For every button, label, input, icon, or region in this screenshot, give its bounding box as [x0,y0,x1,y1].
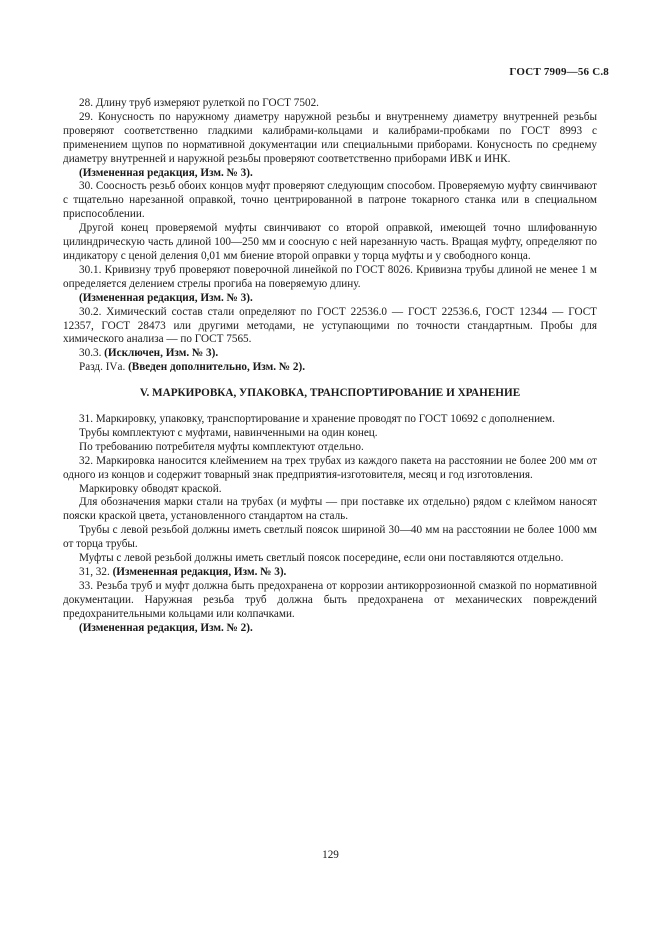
paragraph-28: 28. Длину труб измеряют рулеткой по ГОСТ 7502. [79,97,319,109]
amendment-note: (Исключен, Изм. № 3). [104,347,219,360]
paragraph-30: 30. Соосность резьб обоих концов муфт проверяют следующим способом. Проверяемую муфту свинчивают с тщательно нарезанной оправкой, точно центрированной в патроне токарного станка или в специальном приспособлении. [63,180,597,221]
clause-number: 31, 32. [79,566,113,578]
paragraph-31-cont: По требованию потребителя муфты комплектуют отдельно. [79,440,364,453]
paragraph-31: 31. Маркировку, упаковку, транспортирование и хранение проводят по ГОСТ 10692 с дополнением. [79,413,555,426]
section-4a-note [63,361,597,375]
paragraph-30-3 [63,347,597,361]
paragraph-30-2: 30.2. Химический состав стали определяют по ГОСТ 22536.0 — ГОСТ 22536.6, ГОСТ 12344 — ГОСТ 12357, ГОСТ 28473 или другими методами, не уступающими по точности стандартным. Пробы для химического анализа — по ГОСТ 7565. [63,305,597,346]
amendment-note: (Измененная редакция, Изм. № 3). [79,291,253,304]
paragraph-32-cont: Трубы с левой резьбой должны иметь светлый поясок шириной 30—40 мм на расстоянии не более 1000 мм от торца трубы. [63,524,597,551]
clause-number: 30.3. [79,347,105,360]
page-number: 129 [322,849,339,861]
paragraph-31-cont: Трубы комплектуют с муфтами, навинченными на один конец. [79,426,378,439]
page-header: ГОСТ 7909—56 С.8 [509,66,609,78]
section-title: V. МАРКИРОВКА, УПАКОВКА, ТРАНСПОРТИРОВАНИЕ И ХРАНЕНИЕ [139,387,521,400]
clause-number: Разд. IVа. [79,361,129,374]
paragraph-32-cont: Муфты с левой резьбой должны иметь светлый поясок посередине, если они поставляются отдельно. [79,552,564,565]
paragraph-32: 32. Маркировка наносится клеймением на трех трубах из каждого пакета на расстоянии не более 200 мм от одного из концов и содержит товарный знак предприятия-изготовителя, месяц и год изготовления. [63,454,597,481]
amendment-line [63,566,597,580]
paragraph-33: 33. Резьба труб и муфт должна быть предохранена от коррозии антикоррозионной смазкой по нормативной документации. Наружная резьба труб должна быть предохранена от механических повреждений предохранительными кольцами или колпачками. [63,579,597,620]
paragraph-29: 29. Конусность по наружному диаметру наружной резьбы и внутреннему диаметру внутренней резьбы проверяют соответственно гладкими калибрами-кольцами и калибрами-пробками по ГОСТ 8993 с применением щупов по нормативной документации или специальными приборами. Конусность по среднему диаметру внутренней и наружной резьбы проверяют соответственно приборами ИВК и ИНК. [63,110,597,165]
paragraph-32-cont: Для обозначения марки стали на трубах (и муфты — при поставке их отдельно) рядом с клеймом наносят пояски краской цвета, установленного стандартом на сталь. [63,496,597,523]
paragraph-30-cont: Другой конец проверяемой муфты свинчивают со второй оправкой, имеющей точно шлифованную цилиндрическую часть длиной 100—250 мм и соосную с ней нарезанную часть. Вращая муфту, определяют по индикатору с ценой деления 0,01 мм биение второй оправки у торца муфты и у свободного конца. [63,222,597,262]
amendment-note: (Измененная редакция, Изм. № 3). [79,166,253,179]
paragraph-32-cont: Маркировку обводят краской. [79,482,222,495]
amendment-note: (Введен дополнительно, Изм. № 2). [128,361,305,374]
amendment-note: (Измененная редакция, Изм. № 2). [79,621,253,634]
paragraph-30-1: 30.1. Кривизну труб проверяют поверочной линейкой по ГОСТ 8026. Кривизна трубы длиной не менее 1 м определяется делением стрелы прогиба на поверяемую длину. [63,263,597,290]
amendment-note: (Измененная редакция, Изм. № 3). [112,566,287,578]
document-body [63,97,597,636]
